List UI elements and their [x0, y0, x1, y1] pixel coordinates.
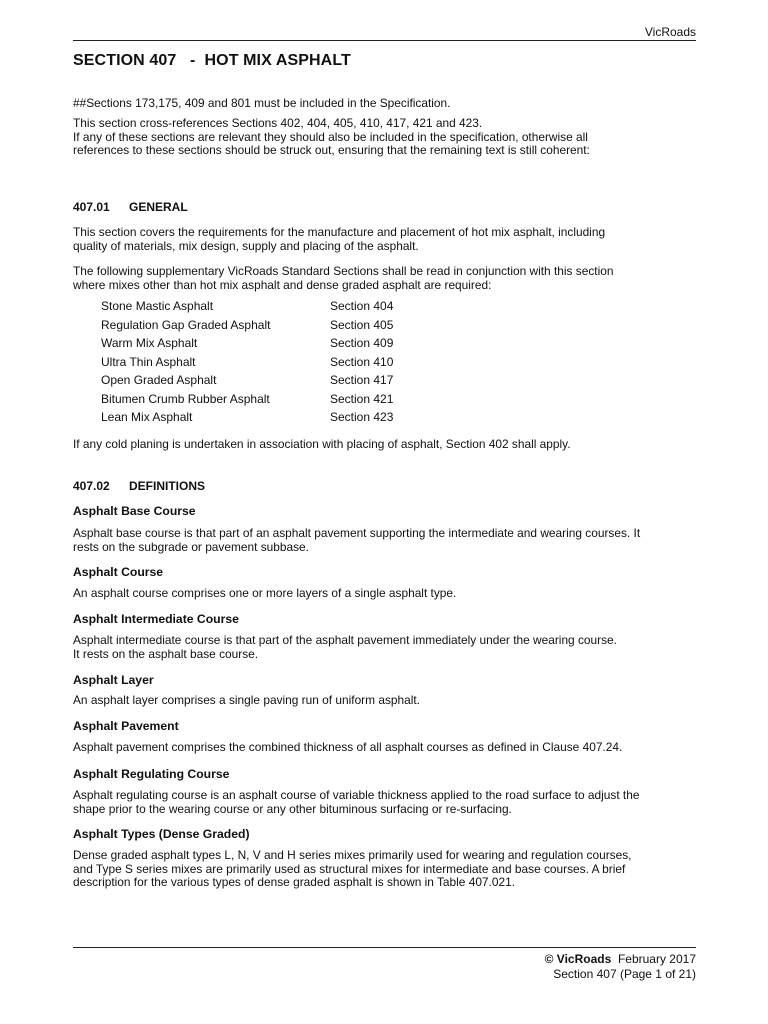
general-paragraph-3	[73, 438, 696, 452]
standard-name: Bitumen Crumb Rubber Asphalt	[101, 391, 270, 406]
standard-section: Section 423	[330, 410, 394, 424]
paragraph-line: Asphalt base course is that part of an asphalt pavement supporting the intermediate and wearing courses. It	[73, 526, 641, 540]
definition-text	[73, 587, 696, 601]
standard-section: Section 405	[330, 317, 394, 332]
intro-line: This section cross-references Sections 402, 404, 405, 410, 417, 421 and 423.	[73, 116, 483, 130]
standard-name: Stone Mastic Asphalt	[101, 299, 214, 313]
clause-heading: DEFINITIONS	[129, 479, 206, 493]
footer-page-number: Section 407 (Page 1 of 21)	[553, 966, 696, 981]
paragraph-line: Asphalt regulating course is an asphalt course of variable thickness applied to the road surface to adjust the	[73, 788, 640, 802]
intro-line: If any of these sections are relevant they should also be included in the specification, otherwise all	[73, 129, 588, 144]
list-item	[101, 300, 393, 319]
intro-note	[73, 97, 696, 111]
standard-sections-list	[101, 300, 393, 430]
list-item	[101, 374, 393, 393]
list-item	[101, 337, 393, 356]
definition-text	[73, 634, 696, 661]
document-page	[73, 0, 696, 1024]
paragraph-line: quality of materials, mix design, supply and placing of the asphalt.	[73, 238, 419, 253]
clause-number: 407.02	[73, 479, 110, 493]
heading-definitions	[73, 479, 205, 493]
list-item	[101, 411, 393, 430]
standard-name: Warm Mix Asphalt	[101, 336, 198, 350]
definition-text	[73, 789, 696, 816]
standard-name: Ultra Thin Asphalt	[101, 354, 196, 369]
general-paragraph-1	[73, 226, 696, 253]
list-item	[101, 393, 393, 412]
standard-section: Section 417	[330, 373, 394, 387]
paragraph-line: Asphalt intermediate course is that part of the asphalt pavement immediately under the wearing course.	[73, 633, 617, 647]
intro-cross-references	[73, 117, 696, 158]
header-divider	[73, 40, 696, 41]
definition-text	[73, 694, 696, 708]
paragraph-line: The following supplementary VicRoads Standard Sections shall be read in conjunction with this section	[73, 264, 614, 278]
paragraph-line: and Type S series mixes are primarily used as structural mixes for intermediate and base courses. A brief	[73, 861, 626, 876]
list-item	[101, 356, 393, 375]
definition-text	[73, 741, 696, 755]
header-organisation: VicRoads	[644, 25, 696, 39]
definition-term: Asphalt Base Course	[73, 504, 196, 518]
general-paragraph-2	[73, 265, 696, 292]
standard-section: Section 410	[330, 354, 394, 369]
definition-term: Asphalt Layer	[73, 673, 154, 687]
section-title: SECTION 407 - HOT MIX ASPHALT	[73, 52, 351, 69]
definition-term: Asphalt Pavement	[73, 719, 179, 733]
footer-date: February 2017	[617, 952, 696, 966]
clause-heading: GENERAL	[129, 200, 188, 214]
footer-copyright: © VicRoads	[544, 952, 612, 966]
heading-general	[73, 200, 188, 214]
paragraph-line: shape prior to the wearing course or any other bituminous surfacing or re-surfacing.	[73, 801, 512, 816]
page-footer	[545, 952, 696, 981]
paragraph-line: Asphalt pavement comprises the combined thickness of all asphalt courses as defined in Clause 407.24.	[73, 740, 623, 754]
standard-section: Section 404	[330, 299, 394, 313]
standard-name: Open Graded Asphalt	[101, 373, 217, 387]
definition-text	[73, 527, 696, 554]
definition-term: Asphalt Regulating Course	[73, 767, 230, 781]
definition-text	[73, 849, 696, 890]
intro-line: ##Sections 173,175, 409 and 801 must be included in the Specification.	[73, 96, 451, 110]
definition-term: Asphalt Intermediate Course	[73, 612, 239, 626]
list-item	[101, 319, 393, 338]
paragraph-line: It rests on the asphalt base course.	[73, 646, 259, 661]
paragraph-line: Dense graded asphalt types L, N, V and H series mixes primarily used for wearing and regulation courses,	[73, 848, 632, 862]
paragraph-line: An asphalt course comprises one or more layers of a single asphalt type.	[73, 586, 457, 600]
paragraph-line: If any cold planing is undertaken in association with placing of asphalt, Section 402 shall apply.	[73, 437, 571, 451]
standard-name: Regulation Gap Graded Asphalt	[101, 317, 271, 332]
paragraph-line: where mixes other than hot mix asphalt and dense graded asphalt are required:	[73, 277, 492, 292]
standard-name: Lean Mix Asphalt	[101, 410, 193, 424]
standard-section: Section 409	[330, 336, 394, 350]
paragraph-line: description for the various types of dense graded asphalt is shown in Table 407.021.	[73, 875, 515, 889]
intro-line: references to these sections should be struck out, ensuring that the remaining text is still coherent:	[73, 143, 590, 157]
clause-number: 407.01	[73, 200, 110, 214]
paragraph-line: rests on the subgrade or pavement subbase.	[73, 539, 309, 554]
footer-divider	[73, 947, 696, 948]
definition-term: Asphalt Types (Dense Graded)	[73, 827, 250, 841]
standard-section: Section 421	[330, 391, 394, 406]
paragraph-line: This section covers the requirements for the manufacture and placement of hot mix asphalt, including	[73, 225, 606, 239]
definition-term: Asphalt Course	[73, 565, 164, 579]
paragraph-line: An asphalt layer comprises a single paving run of uniform asphalt.	[73, 693, 420, 707]
